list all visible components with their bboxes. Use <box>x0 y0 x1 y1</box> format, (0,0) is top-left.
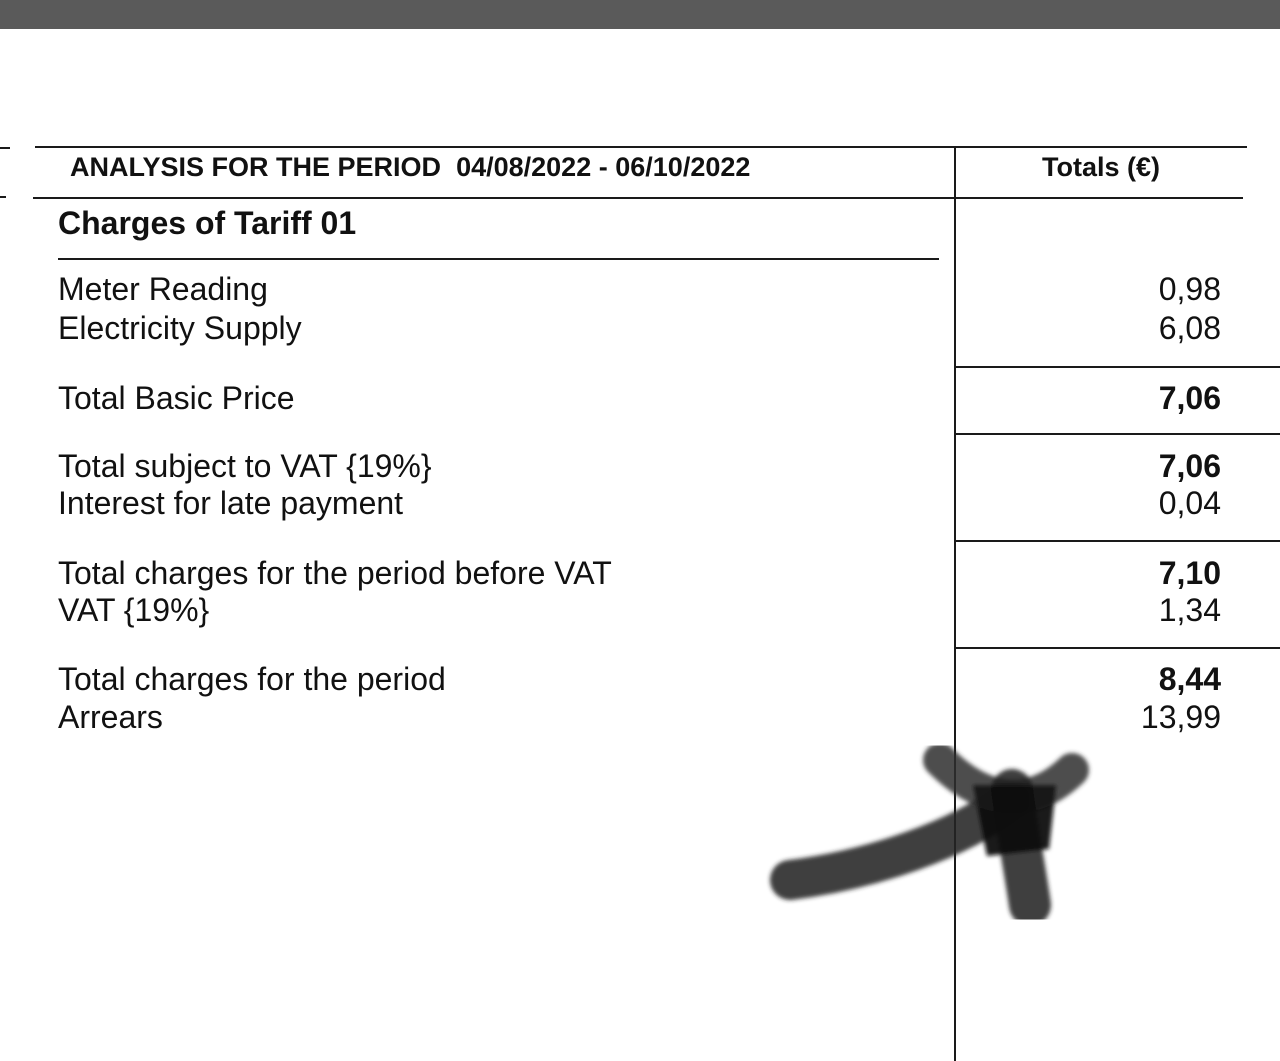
row-amount-interest-late-payment: 0,04 <box>1158 485 1221 521</box>
row-amount-total-subject-to-vat: 7,06 <box>1158 448 1221 484</box>
row-label-electricity-supply: Electricity Supply <box>58 310 302 346</box>
row-label-interest-late-payment: Interest for late payment <box>58 485 404 521</box>
row-amount-electricity-supply: 6,08 <box>1158 310 1221 346</box>
marker-stroke-knot <box>985 795 1045 845</box>
period-start: 04/08/2022 <box>456 152 592 182</box>
row-amount-meter-reading: 0,98 <box>1158 271 1221 307</box>
marker-stroke-horizontal <box>790 800 1010 880</box>
row-label-total-charges: Total charges for the period <box>58 661 446 697</box>
row-amount-total-basic-price: 7,06 <box>1158 380 1221 416</box>
period-end: 06/10/2022 <box>615 152 751 182</box>
row-amount-total-before-vat: 7,10 <box>1158 555 1221 591</box>
row-label-total-basic-price: Total Basic Price <box>58 380 295 416</box>
period-separator: - <box>598 152 608 182</box>
row-label-arrears: Arrears <box>58 699 163 735</box>
totals-column-header: Totals (€) <box>1042 152 1161 182</box>
section-title: Charges of Tariff 01 <box>58 205 357 241</box>
analysis-label: ANALYSIS FOR THE PERIOD <box>70 152 442 182</box>
row-amount-total-charges: 8,44 <box>1158 661 1221 697</box>
row-label-vat: VAT {19%} <box>58 592 210 628</box>
row-amount-vat: 1,34 <box>1158 592 1221 628</box>
row-amount-arrears: 13,99 <box>1140 699 1221 735</box>
row-label-total-subject-to-vat: Total subject to VAT {19%} <box>58 448 432 484</box>
row-label-meter-reading: Meter Reading <box>58 271 268 307</box>
row-label-total-before-vat: Total charges for the period before VAT <box>58 555 612 591</box>
